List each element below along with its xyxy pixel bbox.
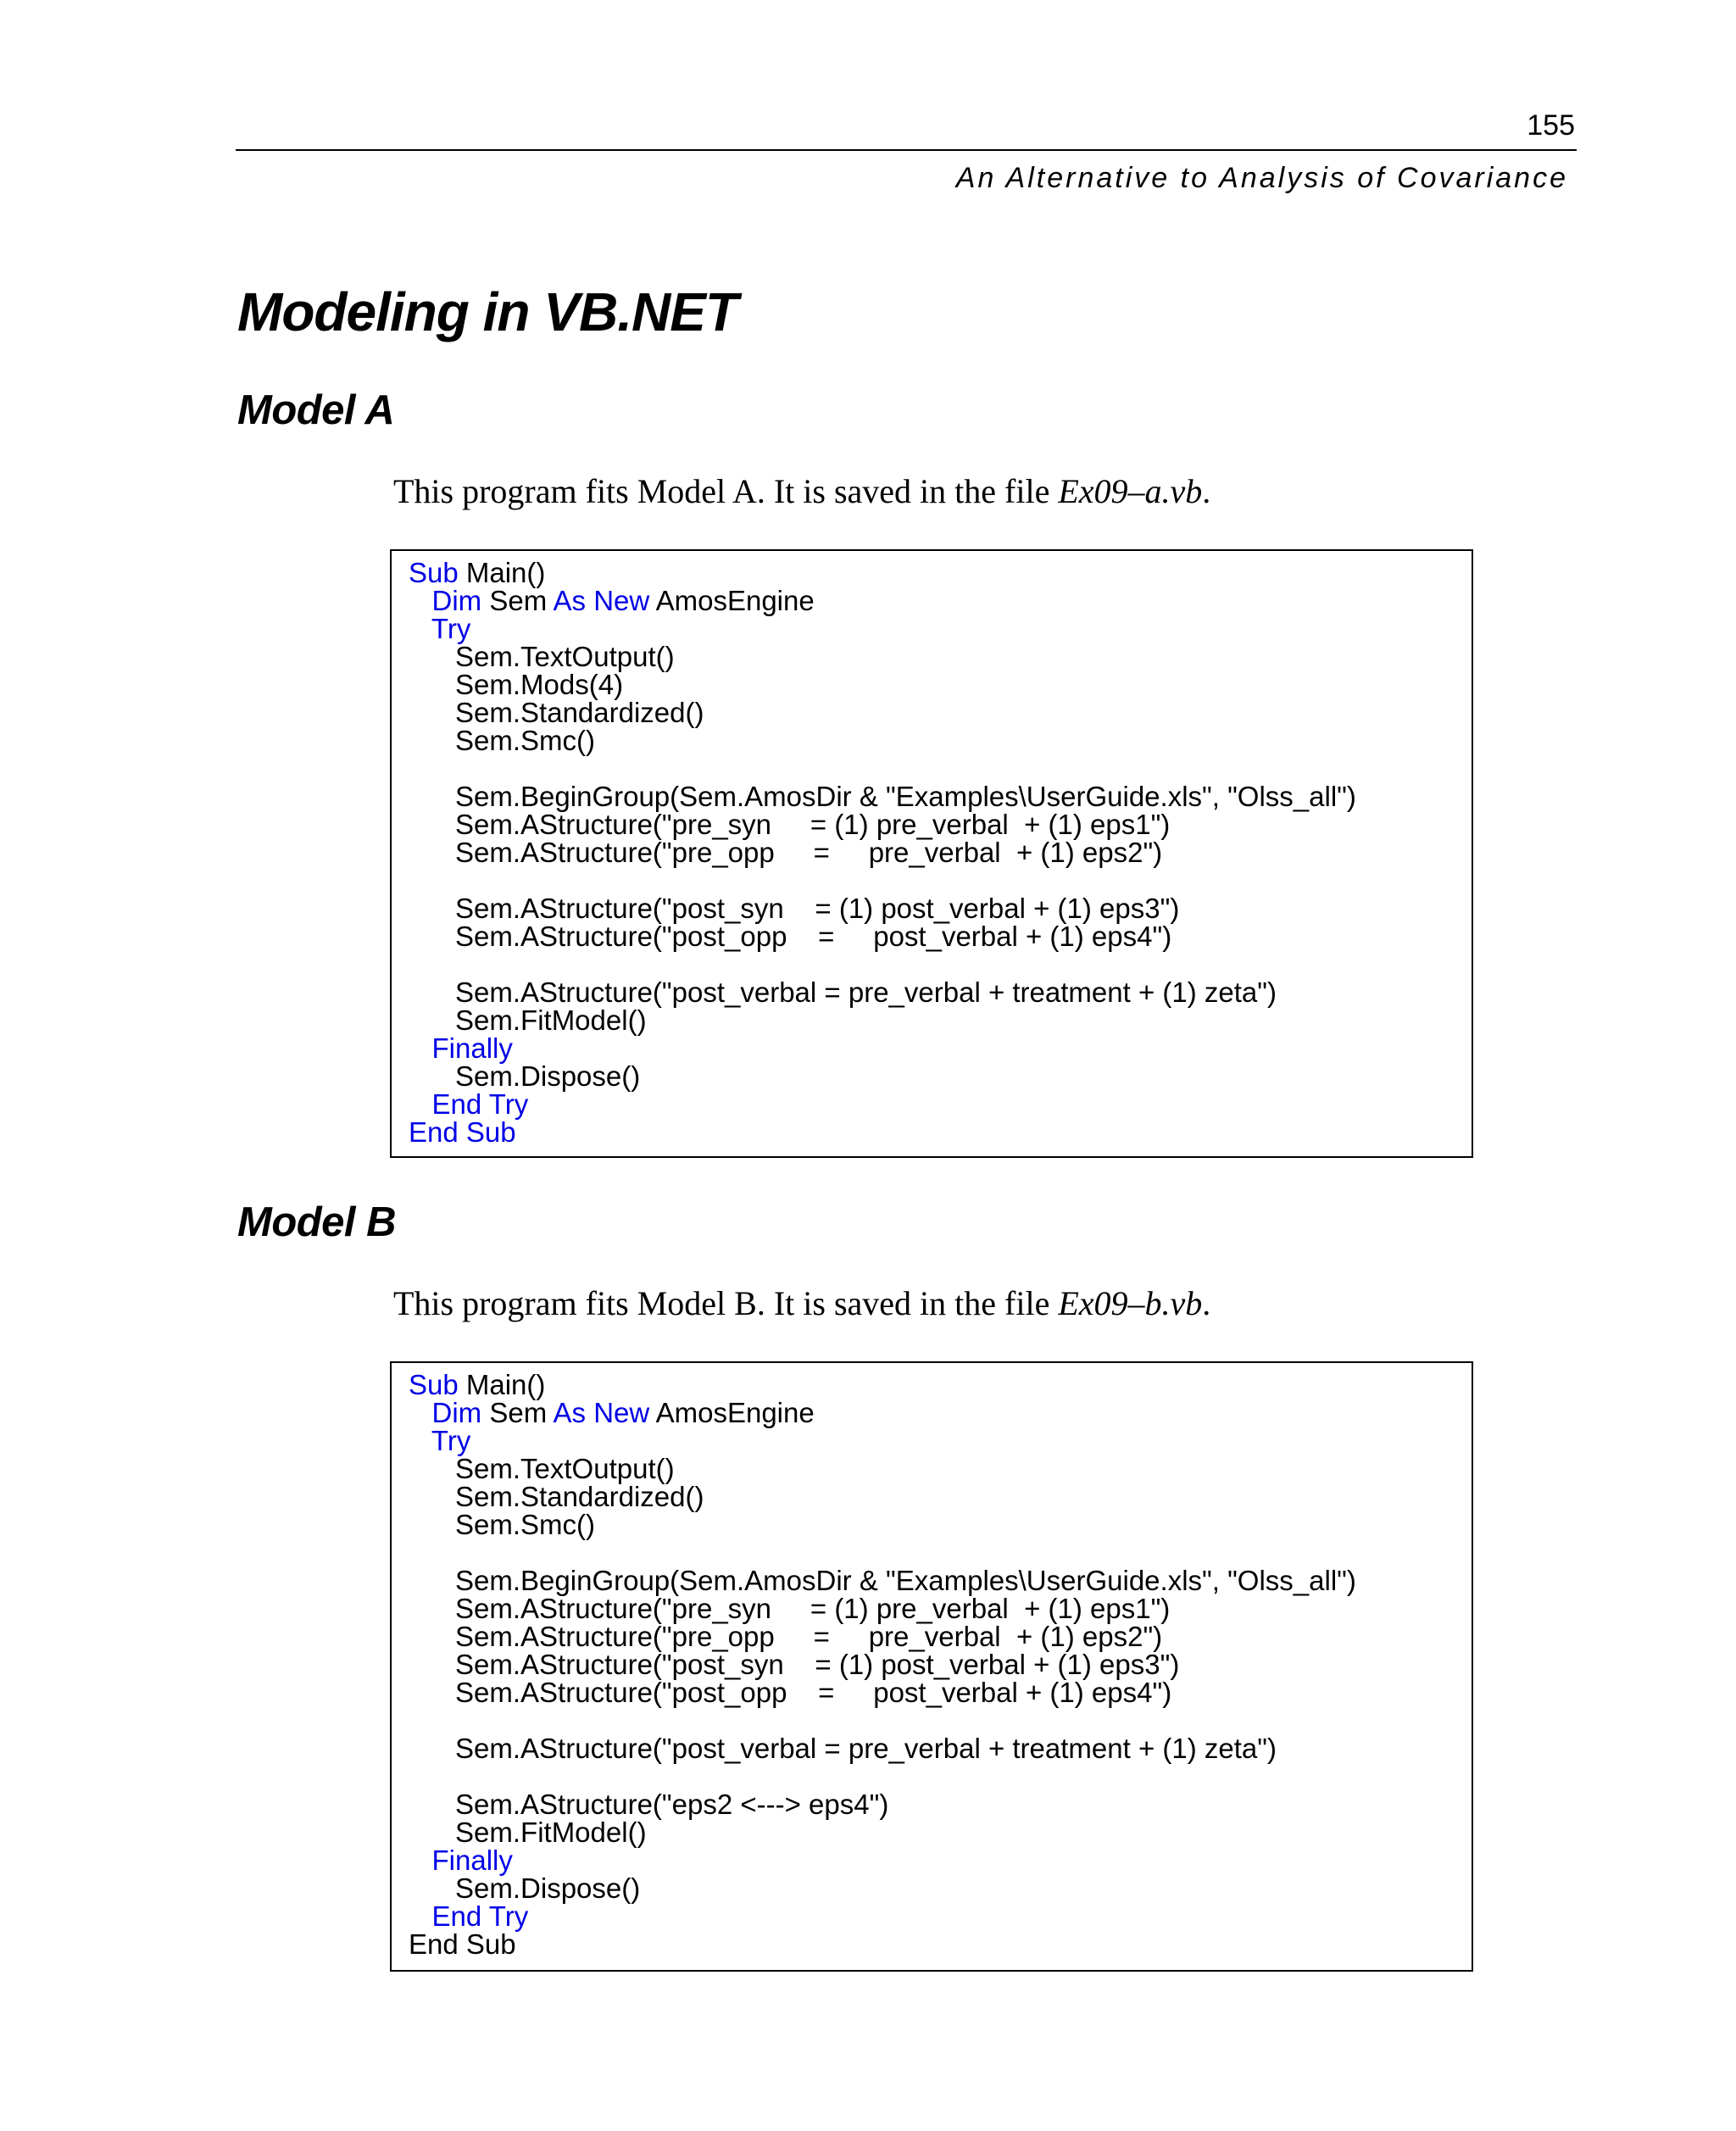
model-b-filename: Ex09–b.vb [1058,1284,1203,1322]
code-line [409,1566,1472,1594]
code-text: Sem.TextOutput() [455,641,675,672]
code-line [409,698,1472,726]
model-a-intro [393,471,1210,512]
model-a-filename: Ex09–a.vb [1058,472,1203,510]
model-a-intro-end: . [1202,472,1211,510]
page-number: 155 [1527,109,1575,142]
code-line [409,726,1472,754]
code-blank-line [409,866,1472,894]
code-line [409,1818,1472,1846]
code-line [409,1650,1472,1678]
code-text: Sem.AStructure("post_verbal = pre_verbal + treatment + (1) zeta") [455,1733,1277,1764]
code-keyword: End Sub [409,1116,516,1148]
code-line [409,1511,1472,1538]
code-keyword: Try [431,613,471,644]
code-text: Sem.Dispose() [455,1060,641,1092]
code-blank-line [409,950,1472,978]
code-blank-line [409,1762,1472,1790]
model-b-intro-text: This program fits Model B. It is saved in the file [393,1284,1059,1322]
code-blank-line [409,1538,1472,1566]
code-text: Sem.Smc() [455,1509,596,1540]
code-keyword: Finally [431,1032,513,1064]
model-b-heading: Model B [237,1199,397,1245]
code-text: Sem.AStructure("eps2 <---> eps4") [455,1789,889,1820]
code-keyword: End Try [431,1088,529,1120]
code-text: Sem.AStructure("post_opp = post_verbal + (1) eps4") [455,1677,1172,1708]
model-b-intro-end: . [1202,1284,1211,1322]
code-line [409,1483,1472,1511]
code-text: Sem [481,585,554,616]
code-text: Sem.BeginGroup(Sem.AmosDir & "Examples\UserGuide.xls", "Olss_all") [455,1565,1356,1596]
code-text: Sem.AStructure("post_opp = post_verbal + (1) eps4") [455,921,1172,952]
model-a-intro-text: This program fits Model A. It is saved in the file [393,472,1059,510]
code-line [409,559,1472,587]
code-line [409,1371,1472,1399]
code-keyword: Sub [409,557,459,588]
code-keyword: End Try [431,1900,529,1932]
header-rule [236,149,1577,151]
code-line [409,1118,1472,1146]
code-line [409,894,1472,922]
code-line [409,1622,1472,1650]
code-text: Main() [458,557,546,588]
code-line [409,1678,1472,1706]
code-line [409,922,1472,950]
code-line [409,978,1472,1006]
code-line [409,1399,1472,1427]
code-text: Main() [458,1369,546,1400]
code-line [409,1427,1472,1455]
model-a-code-block [390,549,1473,1158]
code-keyword: Dim [431,1397,482,1428]
code-line [409,670,1472,698]
code-keyword: Try [431,1425,471,1456]
code-line [409,1034,1472,1062]
code-blank-line [409,754,1472,782]
code-line [409,1090,1472,1118]
code-line [409,1790,1472,1818]
running-title: An Alternative to Analysis of Covariance [955,162,1568,194]
code-line [409,1594,1472,1622]
code-line [409,1846,1472,1874]
code-text: Sem.BeginGroup(Sem.AmosDir & "Examples\UserGuide.xls", "Olss_all") [455,781,1356,812]
code-text: Sem.AStructure("post_syn = (1) post_verbal + (1) eps3") [455,893,1180,924]
code-text: Sem.Standardized() [455,697,704,728]
model-b-intro [393,1283,1210,1324]
code-text: Sem.Standardized() [455,1481,704,1512]
model-b-code-block [390,1361,1473,1972]
code-text: Sem.TextOutput() [455,1453,675,1484]
code-keyword: Dim [431,585,482,616]
code-line [409,643,1472,670]
code-line [409,615,1472,643]
code-line [409,838,1472,866]
code-text: Sem.Smc() [455,725,596,756]
code-line [409,1874,1472,1902]
code-keyword: Finally [431,1844,513,1876]
code-text: Sem.FitModel() [455,1817,647,1848]
code-line [409,1006,1472,1034]
model-a-heading: Model A [237,387,395,433]
code-text: Sem.AStructure("pre_syn = (1) pre_verbal + (1) eps1") [455,1593,1171,1624]
code-line [409,1734,1472,1762]
code-keyword: Sub [409,1369,459,1400]
code-line [409,782,1472,810]
code-text: AmosEngine [649,1397,815,1428]
code-line [409,1455,1472,1483]
code-text: AmosEngine [649,585,815,616]
code-text: Sem [481,1397,554,1428]
code-text: Sem.AStructure("pre_syn = (1) pre_verbal + (1) eps1") [455,809,1171,840]
code-keyword: As New [553,585,650,616]
code-blank-line [409,1706,1472,1734]
code-text: Sem.AStructure("post_syn = (1) post_verbal + (1) eps3") [455,1649,1180,1680]
code-text: Sem.Dispose() [455,1872,641,1904]
code-text: End Sub [409,1928,516,1960]
code-line [409,810,1472,838]
code-text: Sem.FitModel() [455,1004,647,1036]
code-text: Sem.AStructure("post_verbal = pre_verbal + treatment + (1) zeta") [455,976,1277,1008]
code-keyword: As New [553,1397,650,1428]
code-line [409,1062,1472,1090]
code-text: Sem.AStructure("pre_opp = pre_verbal + (1) eps2") [455,1621,1163,1652]
code-text: Sem.Mods(4) [455,669,624,700]
code-text: Sem.AStructure("pre_opp = pre_verbal + (1) eps2") [455,837,1163,868]
code-line [409,1902,1472,1930]
code-line [409,587,1472,615]
page-title: Modeling in VB.NET [237,281,737,342]
code-line [409,1930,1472,1958]
